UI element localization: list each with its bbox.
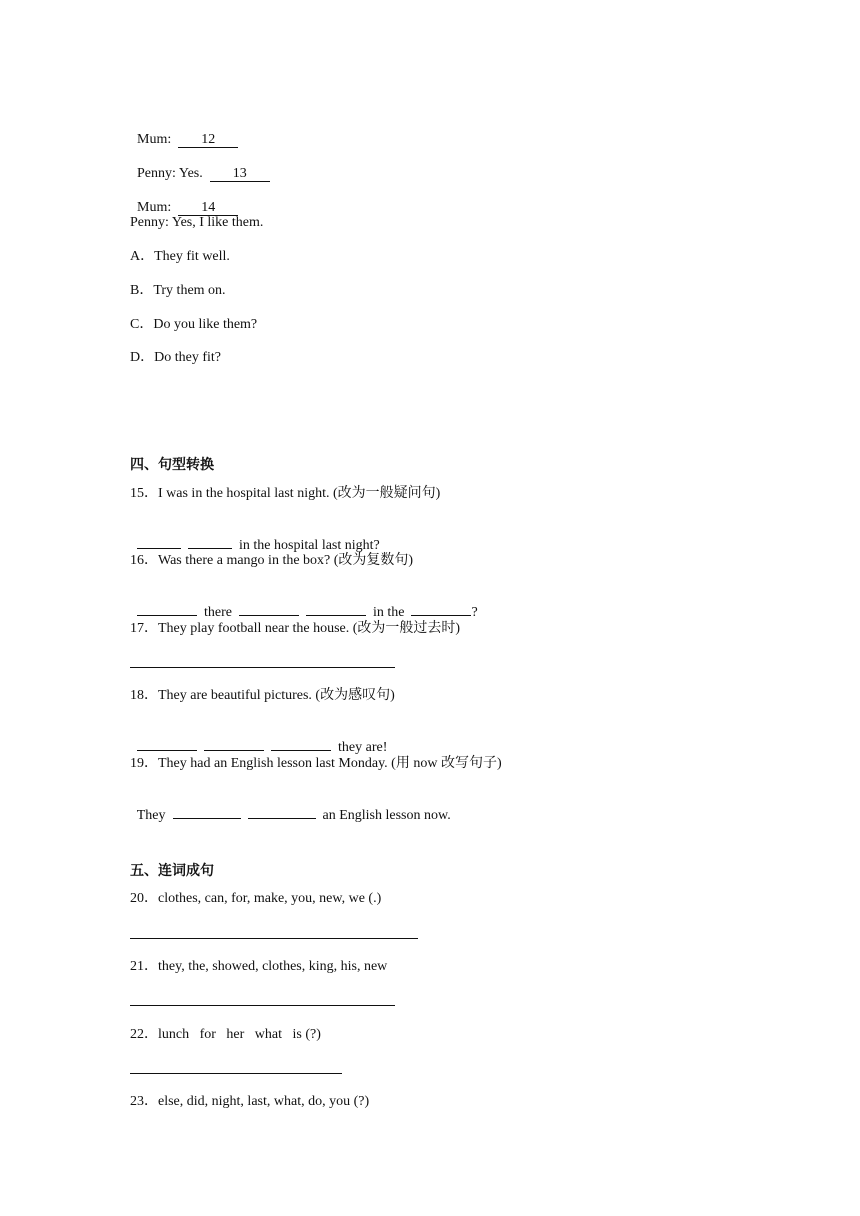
section-title-4: 四、句型转换 [130,457,214,473]
question-16: 16．Was there a mango in the box? (改为复数句) [130,553,414,568]
answer-blank-12[interactable]: 12 [178,132,238,148]
option-c: C．Do you like them? [130,317,258,332]
answer-blank[interactable] [137,615,197,616]
answer-blank[interactable] [137,750,197,751]
question-18: 18．They are beautiful pictures. (改为感叹句) [130,688,395,703]
answer-line-18 [130,721,387,757]
answer-line-21[interactable] [130,1005,395,1006]
answer-text: They [136,808,166,823]
dialogue-line-penny-final: Penny: Yes, I like them. [130,215,264,230]
option-a: A．They fit well. [130,249,230,264]
answer-text: ? [471,605,478,620]
answer-line-17[interactable] [130,667,395,668]
speaker-label: Penny: Yes. [137,166,203,181]
question-17: 17．They play football near the house. (改为一般过去时) [130,621,461,636]
answer-text: in the hospital last night? [239,538,380,553]
answer-text: an English lesson now. [322,808,451,823]
dialogue-line-mum-14 [130,181,238,217]
section-title-5: 五、连词成句 [130,863,214,879]
answer-text: they are! [338,740,388,755]
answer-line-20[interactable] [130,938,418,939]
answer-blank[interactable] [248,818,316,819]
answer-blank[interactable] [271,750,331,751]
speaker-label: Mum: [137,132,172,147]
option-d: D．Do they fit? [130,350,221,365]
question-15: 15．I was in the hospital last night. (改为一般疑问句) [130,486,441,501]
option-b: B．Try them on. [130,283,226,298]
question-22: 22．lunch for her what is (?) [130,1027,321,1042]
answer-text: in the [372,605,405,620]
answer-blank[interactable] [137,548,181,549]
answer-blank-13[interactable]: 13 [210,166,270,182]
dialogue-line-penny-13 [130,147,270,183]
answer-line-19 [130,789,451,825]
answer-blank[interactable] [204,750,264,751]
question-19: 19．They had an English lesson last Monday. (用 now 改写句子) [130,756,502,771]
question-23: 23．else, did, night, last, what, do, you (?) [130,1094,370,1109]
answer-line-15 [130,519,380,555]
answer-blank[interactable] [411,615,471,616]
question-20: 20．clothes, can, for, make, you, new, we (.) [130,891,382,906]
question-21: 21．they, the, showed, clothes, king, his, new [130,959,388,974]
answer-line-22[interactable] [130,1073,342,1074]
answer-blank-14[interactable]: 14 [178,200,238,216]
answer-blank[interactable] [239,615,299,616]
answer-text: there [204,605,232,620]
answer-line-16 [130,586,478,622]
answer-blank[interactable] [306,615,366,616]
answer-blank[interactable] [173,818,241,819]
speaker-label: Mum: [137,200,172,215]
dialogue-line-mum-12 [130,113,238,149]
answer-blank[interactable] [188,548,232,549]
